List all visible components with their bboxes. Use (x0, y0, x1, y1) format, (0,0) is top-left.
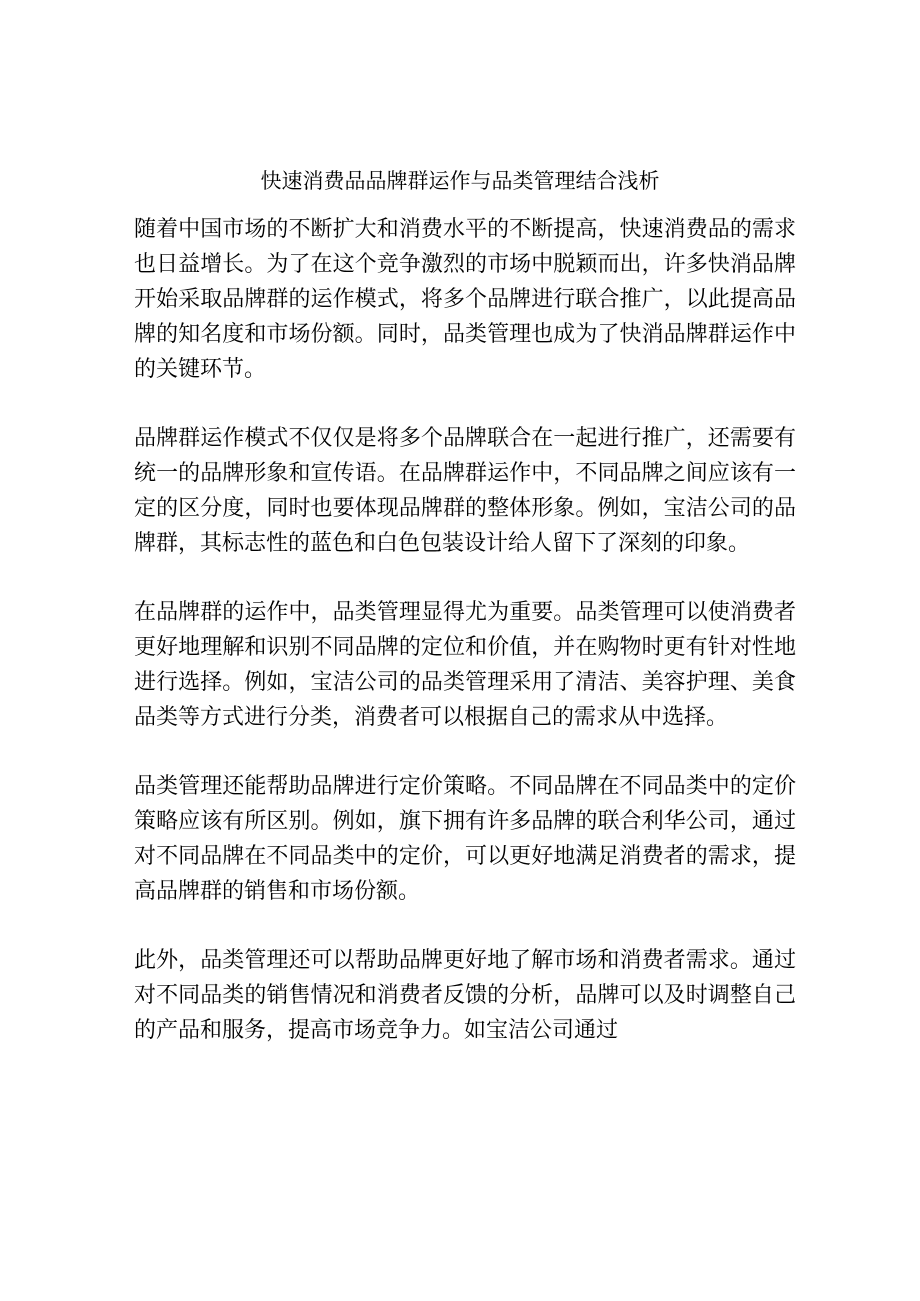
paragraph: 随着中国市场的不断扩大和消费水平的不断提高，快速消费品的需求也日益增长。为了在这个竞争激烈的市场中脱颖而出，许多快消品牌开始采取品牌群的运作模式，将多个品牌进行联合推广，以此提高品牌的知名度和市场份额。同时，品类管理也成为了快消品牌群运作中的关键环节。 (134, 217, 796, 382)
paragraph: 此外，品类管理还可以帮助品牌更好地了解市场和消费者需求。通过对不同品类的销售情况和消费者反馈的分析，品牌可以及时调整自己的产品和服务，提高市场竞争力。如宝洁公司通过 (134, 948, 796, 1043)
document-title: 快速消费品品牌群运作与品类管理结合浅析 (260, 169, 660, 193)
document-body (134, 212, 796, 1082)
paragraph: 品类管理还能帮助品牌进行定价策略。不同品牌在不同品类中的定价策略应该有所区别。例如，旗下拥有许多品牌的联合利华公司，通过对不同品牌在不同品类中的定价，可以更好地满足消费者的需求，提高品牌群的销售和市场份额。 (134, 774, 796, 904)
paragraph: 在品牌群的运作中，品类管理显得尤为重要。品类管理可以使消费者更好地理解和识别不同品牌的定位和价值，并在购物时更有针对性地进行选择。例如，宝洁公司的品类管理采用了清洁、美容护理、美食品类等方式进行分类，消费者可以根据自己的需求从中选择。 (134, 600, 796, 730)
paragraph: 品牌群运作模式不仅仅是将多个品牌联合在一起进行推广，还需要有统一的品牌形象和宣传语。在品牌群运作中，不同品牌之间应该有一定的区分度，同时也要体现品牌群的整体形象。例如，宝洁公司的品牌群，其标志性的蓝色和白色包装设计给人留下了深刻的印象。 (134, 426, 796, 556)
